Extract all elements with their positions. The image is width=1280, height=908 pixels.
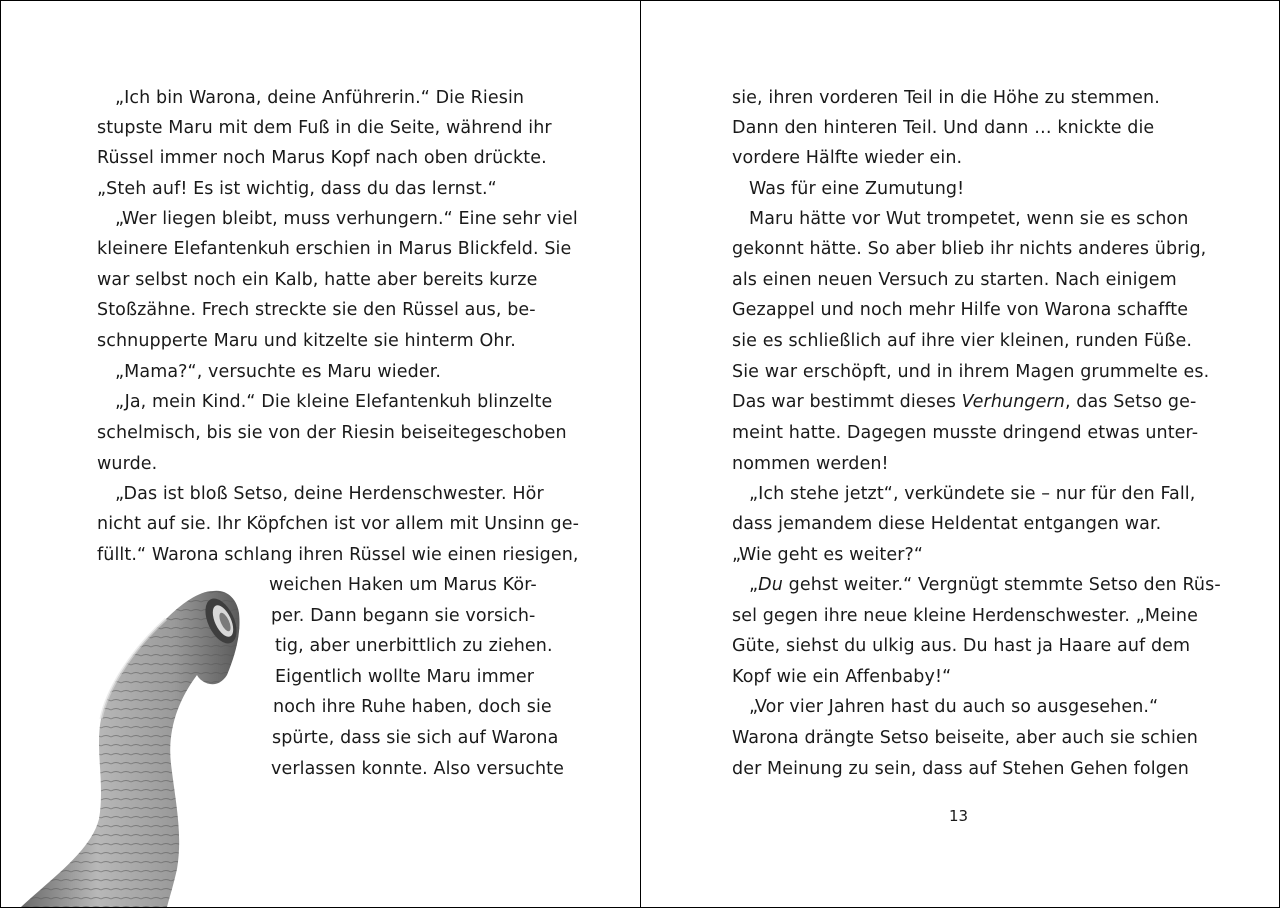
text-line: „Steh auf! Es ist wichtig, dass du das lernst.“ [97,179,497,199]
text-line: „Das ist bloß Setso, deine Herdenschwester. Hör [115,484,544,504]
text-line: stupste Maru mit dem Fuß in die Seite, während ihr [97,118,552,138]
text-line: weichen Haken um Marus Kör- [269,575,537,595]
text-line: Dann den hinteren Teil. Und dann … knickte die [732,118,1155,138]
right-page [641,1,1279,907]
text-line: Gezappel und noch mehr Hilfe von Warona schaffte [732,300,1189,320]
italic-word: Verhungern [961,392,1065,412]
text-line: „Ich bin Warona, deine Anführerin.“ Die Riesin [115,88,525,108]
elephant-trunk-illustration [1,579,271,907]
text-line: verlassen konnte. Also versuchte [271,759,565,779]
text-line: als einen neuen Versuch zu starten. Nach einigem [732,270,1177,290]
text-line: füllt.“ Warona schlang ihren Rüssel wie einen riesigen, [97,545,579,565]
text-line: sel gegen ihre neue kleine Herdenschwester. „Meine [732,606,1198,626]
text-line [749,570,1221,600]
text-line: nicht auf sie. Ihr Köpfchen ist vor allem mit Unsinn ge- [97,514,580,534]
text-line: Warona drängte Setso beiseite, aber auch sie schien [732,728,1198,748]
text-line: „Ja, mein Kind.“ Die kleine Elefantenkuh blinzelte [115,392,553,412]
text-segment: „ [749,575,759,595]
text-line: schelmisch, bis sie von der Riesin beiseitegeschoben [97,423,567,443]
text-line: „Vor vier Jahren hast du auch so ausgesehen.“ [749,697,1159,717]
text-line: meint hatte. Dagegen musste dringend etwas unter- [732,423,1199,443]
text-line: Sie war erschöpft, und in ihrem Magen grummelte es. [732,362,1210,382]
text-line: noch ihre Ruhe haben, doch sie [273,697,552,717]
text-line: per. Dann begann sie vorsich- [271,606,536,626]
text-line: sie es schließlich auf ihre vier kleinen, runden Füße. [732,331,1193,351]
text-line: tig, aber unerbittlich zu ziehen. [275,636,553,656]
text-line: Rüssel immer noch Marus Kopf nach oben drückte. [97,148,547,168]
left-page [1,1,640,907]
text-line [732,387,1196,417]
italic-word: Du [758,575,783,595]
text-segment: gehst weiter.“ Vergnügt stemmte Setso den Rüs- [782,575,1221,595]
text-line: Kopf wie ein Affenbaby!“ [732,667,952,687]
text-segment: , das Setso ge- [1064,392,1197,412]
text-line: schnupperte Maru und kitzelte sie hinterm Ohr. [97,331,516,351]
text-line: Güte, siehst du ulkig aus. Du hast ja Haare auf dem [732,636,1191,656]
text-segment: Das war bestimmt dieses [732,392,962,412]
text-line: der Meinung zu sein, dass auf Stehen Gehen folgen [732,759,1189,779]
text-line: sie, ihren vorderen Teil in die Höhe zu stemmen. [732,88,1160,108]
text-line: kleinere Elefantenkuh erschien in Marus Blickfeld. Sie [97,239,572,259]
text-line: „Wie geht es weiter?“ [732,545,924,565]
text-line: „Wer liegen bleibt, muss verhungern.“ Eine sehr viel [115,209,578,229]
text-line: „Ich stehe jetzt“, verkündete sie – nur für den Fall, [749,484,1196,504]
page-number: 13 [949,807,969,825]
text-line: nommen werden! [732,454,889,474]
text-line: Was für eine Zumutung! [749,179,965,199]
text-line: gekonnt hätte. So aber blieb ihr nichts anderes übrig, [732,239,1207,259]
text-line: spürte, dass sie sich auf Warona [272,728,559,748]
text-line: war selbst noch ein Kalb, hatte aber bereits kurze [97,270,538,290]
text-line: Maru hätte vor Wut trompetet, wenn sie es schon [749,209,1189,229]
elephant-trunk-icon [1,579,271,907]
text-line: Eigentlich wollte Maru immer [275,667,535,687]
text-line: „Mama?“, versuchte es Maru wieder. [115,362,442,382]
text-line: dass jemandem diese Heldentat entgangen war. [732,514,1162,534]
text-line: vordere Hälfte wieder ein. [732,148,963,168]
text-line: wurde. [97,454,158,474]
text-line: Stoßzähne. Frech streckte sie den Rüssel aus, be- [97,300,536,320]
